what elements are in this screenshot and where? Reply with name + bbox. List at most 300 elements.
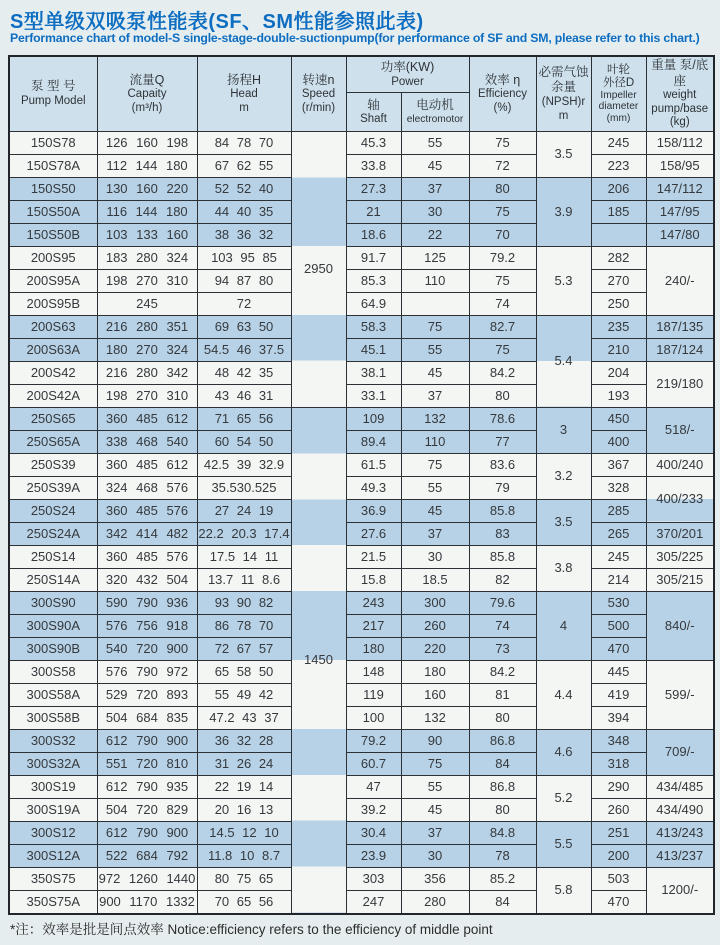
impeller-cell: 419 xyxy=(591,683,646,706)
footnote: *注：效率是批是间点效率 Notice:efficiency refers to the efficiency of middle point xyxy=(10,922,493,937)
table-row xyxy=(9,660,714,683)
head-cell: 42.5 39 32.9 xyxy=(197,453,291,476)
head-cell: 13.7 11 8.6 xyxy=(197,568,291,591)
shaft-power-cell: 18.6 xyxy=(346,223,401,246)
impeller-cell: 530 xyxy=(591,591,646,614)
efficiency-cell: 75 xyxy=(469,338,536,361)
motor-power-cell: 55 xyxy=(401,338,469,361)
weight-cell: 709/- xyxy=(646,729,714,775)
shaft-power-cell: 21 xyxy=(346,200,401,223)
head-cell: 80 75 65 xyxy=(197,867,291,890)
model-cell: 250S65 xyxy=(9,407,97,430)
weight-cell: 158/112 xyxy=(646,131,714,154)
efficiency-cell: 79 xyxy=(469,476,536,499)
head-cell: 20 16 13 xyxy=(197,798,291,821)
efficiency-cell: 75 xyxy=(469,131,536,154)
capacity-cell: 576 756 918 xyxy=(97,614,197,637)
capacity-cell: 551 720 810 xyxy=(97,752,197,775)
shaft-power-cell: 33.8 xyxy=(346,154,401,177)
col-header-weight-en2: pump/base xyxy=(651,102,709,115)
model-cell: 250S24 xyxy=(9,499,97,522)
head-cell: 43 46 31 xyxy=(197,384,291,407)
capacity-cell: 529 720 893 xyxy=(97,683,197,706)
col-header-capacity xyxy=(97,56,197,131)
head-cell: 48 42 35 xyxy=(197,361,291,384)
npsh-cell: 3.5 xyxy=(536,499,591,545)
motor-power-cell: 110 xyxy=(401,430,469,453)
motor-power-cell: 160 xyxy=(401,683,469,706)
table-row xyxy=(9,292,714,315)
impeller-cell: 200 xyxy=(591,844,646,867)
table-row xyxy=(9,315,714,338)
impeller-cell: 260 xyxy=(591,798,646,821)
capacity-cell: 116 144 180 xyxy=(97,200,197,223)
weight-cell: 147/80 xyxy=(646,223,714,246)
shaft-power-cell: 23.9 xyxy=(346,844,401,867)
col-header-shaft xyxy=(346,93,401,131)
col-header-motor-zh: 电动机 xyxy=(416,98,454,113)
col-header-head-zh: 扬程H xyxy=(226,72,262,87)
impeller-cell: 214 xyxy=(591,568,646,591)
capacity-cell: 360 485 576 xyxy=(97,545,197,568)
impeller-cell: 193 xyxy=(591,384,646,407)
weight-cell: 518/- xyxy=(646,407,714,453)
model-cell: 350S75A xyxy=(9,890,97,914)
table-row xyxy=(9,821,714,844)
col-header-weight xyxy=(646,56,714,131)
weight-cell: 434/485 xyxy=(646,775,714,798)
capacity-cell: 612 790 935 xyxy=(97,775,197,798)
efficiency-cell: 83 xyxy=(469,522,536,545)
table-row xyxy=(9,637,714,660)
motor-power-cell: 125 xyxy=(401,246,469,269)
model-cell: 200S63A xyxy=(9,338,97,361)
head-cell: 103 95 85 xyxy=(197,246,291,269)
model-cell: 200S42A xyxy=(9,384,97,407)
efficiency-cell: 86.8 xyxy=(469,729,536,752)
col-header-efficiency-zh: 效率 η xyxy=(484,72,521,87)
table-row xyxy=(9,729,714,752)
efficiency-cell: 84 xyxy=(469,752,536,775)
table-row xyxy=(9,200,714,223)
impeller-cell: 318 xyxy=(591,752,646,775)
model-cell: 150S50 xyxy=(9,177,97,200)
col-header-npsh-en: (NPSH)r xyxy=(541,96,586,109)
shaft-power-cell: 303 xyxy=(346,867,401,890)
head-cell: 31 26 24 xyxy=(197,752,291,775)
capacity-cell: 342 414 482 xyxy=(97,522,197,545)
weight-cell: 413/237 xyxy=(646,844,714,867)
efficiency-cell: 80 xyxy=(469,706,536,729)
efficiency-cell: 80 xyxy=(469,798,536,821)
col-header-efficiency-unit: (%) xyxy=(493,101,512,114)
head-cell: 22 19 14 xyxy=(197,775,291,798)
weight-cell: 370/201 xyxy=(646,522,714,545)
motor-power-cell: 37 xyxy=(401,522,469,545)
model-cell: 250S24A xyxy=(9,522,97,545)
model-cell: 150S50A xyxy=(9,200,97,223)
motor-power-cell: 280 xyxy=(401,890,469,914)
col-header-impeller-zh: 叶轮 xyxy=(607,63,630,76)
model-cell: 300S58A xyxy=(9,683,97,706)
weight-cell: 413/243 xyxy=(646,821,714,844)
col-header-head xyxy=(197,56,291,131)
capacity-cell: 576 790 972 xyxy=(97,660,197,683)
efficiency-cell: 85.8 xyxy=(469,499,536,522)
capacity-cell: 900 1170 1332 xyxy=(97,890,197,914)
model-cell: 300S12 xyxy=(9,821,97,844)
model-cell: 300S32A xyxy=(9,752,97,775)
table-row xyxy=(9,246,714,269)
col-header-impeller xyxy=(591,56,646,131)
shaft-power-cell: 39.2 xyxy=(346,798,401,821)
motor-power-cell: 45 xyxy=(401,361,469,384)
model-cell: 300S58B xyxy=(9,706,97,729)
table-row xyxy=(9,361,714,384)
impeller-cell: 235 xyxy=(591,315,646,338)
shaft-power-cell: 15.8 xyxy=(346,568,401,591)
col-header-model-en: Pump Model xyxy=(20,95,86,107)
efficiency-cell: 75 xyxy=(469,269,536,292)
model-cell: 300S19 xyxy=(9,775,97,798)
head-cell: 71 65 56 xyxy=(197,407,291,430)
model-cell: 350S75 xyxy=(9,867,97,890)
efficiency-cell: 70 xyxy=(469,223,536,246)
efficiency-cell: 73 xyxy=(469,637,536,660)
table-row xyxy=(9,223,714,246)
capacity-cell: 522 684 792 xyxy=(97,844,197,867)
motor-power-cell: 110 xyxy=(401,269,469,292)
impeller-cell: 470 xyxy=(591,637,646,660)
col-header-model-zh: 泵 型 号 xyxy=(31,79,76,94)
head-cell: 86 78 70 xyxy=(197,614,291,637)
weight-cell: 240/- xyxy=(646,246,714,315)
impeller-cell: 367 xyxy=(591,453,646,476)
npsh-cell: 5.4 xyxy=(536,315,591,407)
col-header-head-en: Head xyxy=(230,88,258,101)
motor-power-cell: 37 xyxy=(401,177,469,200)
weight-cell: 147/95 xyxy=(646,200,714,223)
capacity-cell: 612 790 900 xyxy=(97,821,197,844)
table-row xyxy=(9,430,714,453)
efficiency-cell: 74 xyxy=(469,614,536,637)
shaft-power-cell: 85.3 xyxy=(346,269,401,292)
motor-power-cell: 30 xyxy=(401,844,469,867)
weight-cell: 599/- xyxy=(646,660,714,729)
npsh-cell: 5.5 xyxy=(536,821,591,867)
table-row xyxy=(9,453,714,476)
weight-cell: 147/112 xyxy=(646,177,714,200)
table-row xyxy=(9,545,714,568)
shaft-power-cell: 148 xyxy=(346,660,401,683)
col-header-power-en: Power xyxy=(391,75,424,88)
model-cell: 200S42 xyxy=(9,361,97,384)
impeller-cell: 206 xyxy=(591,177,646,200)
motor-power-cell: 22 xyxy=(401,223,469,246)
efficiency-cell: 85.8 xyxy=(469,545,536,568)
impeller-cell: 503 xyxy=(591,867,646,890)
motor-power-cell: 260 xyxy=(401,614,469,637)
table-row xyxy=(9,775,714,798)
shaft-power-cell: 79.2 xyxy=(346,729,401,752)
motor-power-cell xyxy=(401,292,469,315)
efficiency-cell: 84.8 xyxy=(469,821,536,844)
table-row xyxy=(9,752,714,775)
head-cell: 52 52 40 xyxy=(197,177,291,200)
table-row xyxy=(9,798,714,821)
impeller-cell: 348 xyxy=(591,729,646,752)
col-header-capacity-en: Capaity xyxy=(127,88,167,101)
motor-power-cell: 90 xyxy=(401,729,469,752)
col-header-capacity-zh: 流量Q xyxy=(129,72,165,87)
table-row xyxy=(9,269,714,292)
col-header-speed xyxy=(291,56,346,131)
head-cell: 55 49 42 xyxy=(197,683,291,706)
col-header-weight-en: weight xyxy=(663,89,697,102)
motor-power-cell: 30 xyxy=(401,545,469,568)
efficiency-cell: 77 xyxy=(469,430,536,453)
motor-power-cell: 132 xyxy=(401,706,469,729)
speed-cell: 2950 xyxy=(291,131,346,407)
weight-cell: 219/180 xyxy=(646,361,714,407)
impeller-cell: 185 xyxy=(591,200,646,223)
efficiency-cell: 72 xyxy=(469,154,536,177)
col-header-shaft-en: Shaft xyxy=(360,113,387,126)
capacity-cell: 183 280 324 xyxy=(97,246,197,269)
efficiency-cell: 75 xyxy=(469,200,536,223)
capacity-cell: 216 280 342 xyxy=(97,361,197,384)
col-header-capacity-unit: (m³/h) xyxy=(131,101,163,114)
impeller-cell: 265 xyxy=(591,522,646,545)
model-cell: 200S95 xyxy=(9,246,97,269)
motor-power-cell: 75 xyxy=(401,453,469,476)
col-header-efficiency-en: Efficiency xyxy=(477,88,527,101)
table-row xyxy=(9,522,714,545)
head-cell: 27 24 19 xyxy=(197,499,291,522)
motor-power-cell: 45 xyxy=(401,499,469,522)
impeller-cell: 204 xyxy=(591,361,646,384)
head-cell: 22.2 20.3 17.4 xyxy=(197,522,291,545)
shaft-power-cell: 89.4 xyxy=(346,430,401,453)
motor-power-cell: 30 xyxy=(401,200,469,223)
head-cell: 94 87 80 xyxy=(197,269,291,292)
col-header-speed-en: Speed xyxy=(301,88,336,101)
col-header-weight-zh: 重量 泵/底座 xyxy=(651,58,709,88)
col-header-npsh-zh2: 余量 xyxy=(550,80,576,95)
efficiency-cell: 80 xyxy=(469,177,536,200)
capacity-cell: 360 485 576 xyxy=(97,499,197,522)
col-header-npsh-zh: 必需气蚀 xyxy=(538,64,589,79)
col-header-motor-en: electromotor xyxy=(406,114,464,125)
col-header-efficiency xyxy=(469,56,536,131)
efficiency-cell: 82.7 xyxy=(469,315,536,338)
efficiency-cell: 78 xyxy=(469,844,536,867)
col-header-impeller-unit: (mm) xyxy=(606,112,631,124)
shaft-power-cell: 45.3 xyxy=(346,131,401,154)
model-cell: 250S39 xyxy=(9,453,97,476)
capacity-cell: 245 xyxy=(97,292,197,315)
npsh-cell: 4.6 xyxy=(536,729,591,775)
impeller-cell: 282 xyxy=(591,246,646,269)
shaft-power-cell: 33.1 xyxy=(346,384,401,407)
model-cell: 250S14A xyxy=(9,568,97,591)
efficiency-cell: 85.2 xyxy=(469,867,536,890)
page-subtitle: Performance chart of model-S single-stage-double-suctionpump(for performance of SF and SM, please refer to this chart.) xyxy=(10,31,700,45)
model-cell: 300S58 xyxy=(9,660,97,683)
impeller-cell: 290 xyxy=(591,775,646,798)
col-header-model xyxy=(9,56,97,131)
weight-cell: 187/124 xyxy=(646,338,714,361)
table-row xyxy=(9,844,714,867)
capacity-cell: 198 270 310 xyxy=(97,384,197,407)
head-cell: 60 54 50 xyxy=(197,430,291,453)
npsh-cell: 3.2 xyxy=(536,453,591,499)
shaft-power-cell: 119 xyxy=(346,683,401,706)
col-header-impeller-en2: diameter xyxy=(598,101,639,113)
weight-cell: 400/233 xyxy=(646,476,714,522)
model-cell: 300S90B xyxy=(9,637,97,660)
impeller-cell: 250 xyxy=(591,292,646,315)
npsh-cell: 4 xyxy=(536,591,591,660)
capacity-cell: 324 468 576 xyxy=(97,476,197,499)
head-cell: 36 32 28 xyxy=(197,729,291,752)
npsh-cell: 3.8 xyxy=(536,545,591,591)
motor-power-cell: 45 xyxy=(401,154,469,177)
head-cell: 84 78 70 xyxy=(197,131,291,154)
table-row xyxy=(9,499,714,522)
npsh-cell: 5.2 xyxy=(536,775,591,821)
motor-power-cell: 37 xyxy=(401,821,469,844)
col-header-npsh xyxy=(536,56,591,131)
table-row xyxy=(9,384,714,407)
impeller-cell: 470 xyxy=(591,890,646,914)
efficiency-cell: 81 xyxy=(469,683,536,706)
impeller-cell: 210 xyxy=(591,338,646,361)
head-cell: 17.5 14 11 xyxy=(197,545,291,568)
table-row xyxy=(9,591,714,614)
head-cell: 70 65 56 xyxy=(197,890,291,914)
motor-power-cell: 55 xyxy=(401,775,469,798)
impeller-cell: 251 xyxy=(591,821,646,844)
weight-cell: 1200/- xyxy=(646,867,714,914)
table-row xyxy=(9,890,714,914)
model-cell: 200S95A xyxy=(9,269,97,292)
model-cell: 200S63 xyxy=(9,315,97,338)
capacity-cell: 612 790 900 xyxy=(97,729,197,752)
table-row xyxy=(9,338,714,361)
speed-cell: 1450 xyxy=(291,407,346,914)
head-cell: 65 58 50 xyxy=(197,660,291,683)
capacity-cell: 198 270 310 xyxy=(97,269,197,292)
motor-power-cell: 55 xyxy=(401,131,469,154)
capacity-cell: 590 790 936 xyxy=(97,591,197,614)
table-row xyxy=(9,476,714,499)
efficiency-cell: 84 xyxy=(469,890,536,914)
weight-cell: 187/135 xyxy=(646,315,714,338)
table-row xyxy=(9,867,714,890)
shaft-power-cell: 58.3 xyxy=(346,315,401,338)
efficiency-cell: 84.2 xyxy=(469,361,536,384)
impeller-cell: 270 xyxy=(591,269,646,292)
col-header-shaft-zh: 轴 xyxy=(367,97,380,112)
col-header-speed-unit: (r/min) xyxy=(301,101,336,114)
table-row xyxy=(9,568,714,591)
motor-power-cell: 220 xyxy=(401,637,469,660)
motor-power-cell: 132 xyxy=(401,407,469,430)
efficiency-cell: 79.2 xyxy=(469,246,536,269)
head-cell: 93 90 82 xyxy=(197,591,291,614)
capacity-cell: 103 133 160 xyxy=(97,223,197,246)
col-header-motor xyxy=(401,93,469,131)
col-header-npsh-unit: m xyxy=(558,109,569,122)
shaft-power-cell: 243 xyxy=(346,591,401,614)
model-cell: 300S90A xyxy=(9,614,97,637)
head-cell: 69 63 50 xyxy=(197,315,291,338)
motor-power-cell: 356 xyxy=(401,867,469,890)
col-header-impeller-zh2: 外径D xyxy=(602,76,635,89)
impeller-cell: 245 xyxy=(591,545,646,568)
capacity-cell: 540 720 900 xyxy=(97,637,197,660)
npsh-cell: 3.9 xyxy=(536,177,591,246)
shaft-power-cell: 30.4 xyxy=(346,821,401,844)
weight-cell: 840/- xyxy=(646,591,714,660)
table-row xyxy=(9,131,714,154)
efficiency-cell: 86.8 xyxy=(469,775,536,798)
motor-power-cell: 45 xyxy=(401,798,469,821)
capacity-cell: 130 160 220 xyxy=(97,177,197,200)
shaft-power-cell: 27.3 xyxy=(346,177,401,200)
head-cell: 35.530.525 xyxy=(197,476,291,499)
weight-cell: 158/95 xyxy=(646,154,714,177)
shaft-power-cell: 100 xyxy=(346,706,401,729)
shaft-power-cell: 27.6 xyxy=(346,522,401,545)
npsh-cell: 3.5 xyxy=(536,131,591,177)
efficiency-cell: 83.6 xyxy=(469,453,536,476)
npsh-cell: 5.3 xyxy=(536,246,591,315)
impeller-cell: 328 xyxy=(591,476,646,499)
capacity-cell: 504 684 835 xyxy=(97,706,197,729)
efficiency-cell: 80 xyxy=(469,384,536,407)
shaft-power-cell: 109 xyxy=(346,407,401,430)
model-cell: 250S39A xyxy=(9,476,97,499)
capacity-cell: 504 720 829 xyxy=(97,798,197,821)
impeller-cell: 500 xyxy=(591,614,646,637)
table-row xyxy=(9,614,714,637)
col-header-weight-unit: (kg) xyxy=(669,116,690,129)
capacity-cell: 972 1260 1440 xyxy=(97,867,197,890)
col-header-power-zh: 功率(KW) xyxy=(380,60,435,75)
head-cell: 72 67 57 xyxy=(197,637,291,660)
table-row xyxy=(9,683,714,706)
impeller-cell: 245 xyxy=(591,131,646,154)
shaft-power-cell: 64.9 xyxy=(346,292,401,315)
efficiency-cell: 79.6 xyxy=(469,591,536,614)
capacity-cell: 360 485 612 xyxy=(97,453,197,476)
head-cell: 72 xyxy=(197,292,291,315)
motor-power-cell: 37 xyxy=(401,384,469,407)
efficiency-cell: 82 xyxy=(469,568,536,591)
shaft-power-cell: 21.5 xyxy=(346,545,401,568)
motor-power-cell: 180 xyxy=(401,660,469,683)
col-header-power xyxy=(346,56,469,93)
head-cell: 44 40 35 xyxy=(197,200,291,223)
model-cell: 300S32 xyxy=(9,729,97,752)
capacity-cell: 320 432 504 xyxy=(97,568,197,591)
col-header-speed-zh: 转速n xyxy=(302,72,335,87)
head-cell: 54.5 46 37.5 xyxy=(197,338,291,361)
weight-cell: 434/490 xyxy=(646,798,714,821)
shaft-power-cell: 49.3 xyxy=(346,476,401,499)
